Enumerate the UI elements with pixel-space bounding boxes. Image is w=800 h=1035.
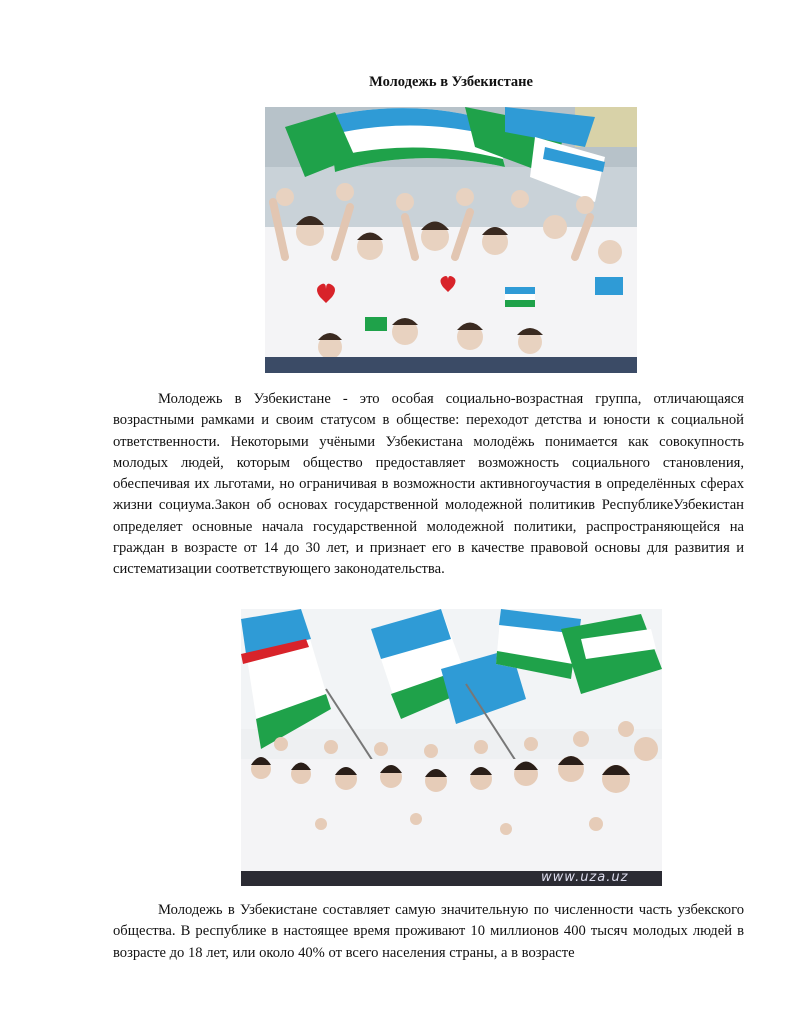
paragraph-2-text: Молодежь в Узбекистане составляет самую значительную по численности часть узбекского общества. В республике в настоящее время проживают 10 миллионов 400 тысяч молодых людей в возрасте до 18 лет, или около 40% от всего населения страны, а в возрасте (113, 902, 744, 961)
paragraph-1-text: Молодежь в Узбекистане - это особая социально-возрастная группа, отличающаяся возрастными рамками и своим статусом в обществе: переходот детства и юности к социальной ответственности. Некоторыми учёными Узбекистана молодёжь понимается как совокупность молодых людей, которым общество предоставляет возможность социального становления, обеспечивая их льготами, но ограничивая в возможности активногоучастия в определённых сферах жизни социума.Закон об основах государственной молодежной политикив РеспубликеУзбекистан определяет основные начала государственной молодежной политики, распространяющейся на граждан в возрасте от 14 до 30 лет, и признает его в качестве правовой основы для развития и систематизации соответствующего законодательства. (113, 391, 744, 578)
photo-watermark: www.uza.uz (541, 870, 629, 885)
youth-rally-photo-2 (241, 609, 662, 886)
paragraph-youth-population (113, 900, 744, 964)
youth-rally-photo-1 (265, 107, 637, 373)
document-title: Молодежь в Узбекистане (369, 74, 533, 90)
paragraph-youth-definition (113, 389, 744, 581)
